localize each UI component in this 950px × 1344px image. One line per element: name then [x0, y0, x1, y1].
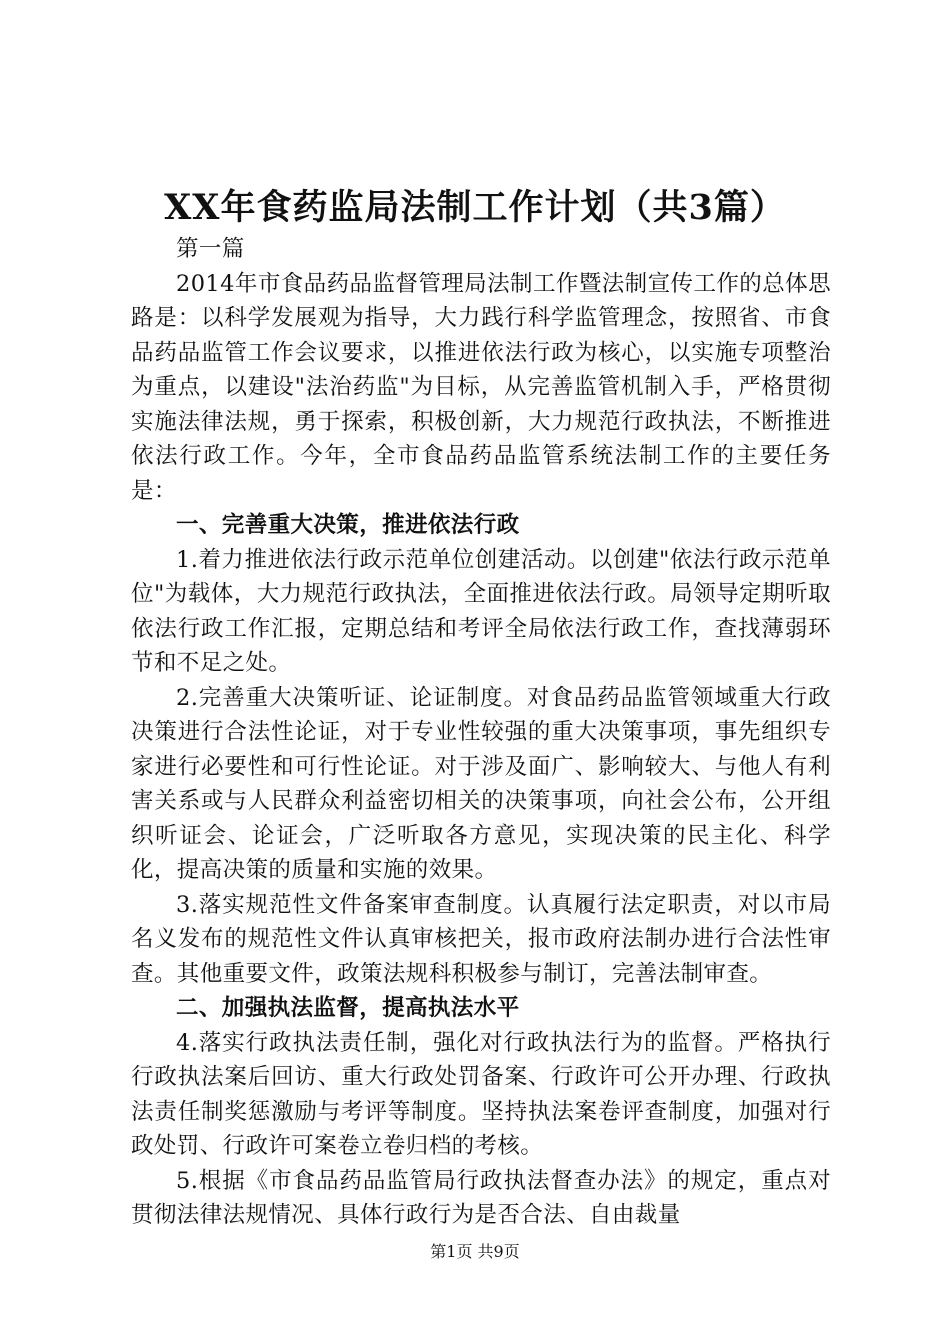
paragraph-item-5: 5.根据《市食品药品监管局行政执法督查办法》的规定，重点对贯彻法律法规情况、具体行政行为是否合法、自由裁量 — [131, 1167, 831, 1228]
section-label: 第一篇 — [176, 236, 245, 262]
paragraph-intro: 2014年市食品药品监督管理局法制工作暨法制宣传工作的总体思路是：以科学发展观为指导，大力践行科学监管理念，按照省、市食品药品监管工作会议要求，以推进依法行政为核心，以实施专项整治为重点，以建设"法治药监"为目标，从完善监管机制入手，严格贯彻实施法律法规，勇于探索，积极创新，大力规范行政执法，不断推进依法行政工作。今年，全市食品药品监管系统法制工作的主要任务是： — [131, 270, 831, 504]
document-body — [131, 232, 831, 1233]
page-footer: 第1页 共9页 — [430, 1242, 520, 1261]
section-heading-2: 二、加强执法监督，提高执法水平 — [176, 995, 520, 1021]
paragraph-item-1: 1.着力推进依法行政示范单位创建活动。以创建"依法行政示范单位"为载体，大力规范行政执法，全面推进依法行政。局领导定期听取依法行政工作汇报，定期总结和考评全局依法行政工作，查找薄弱环节和不足之处。 — [131, 546, 831, 676]
document-title: XX年食药监局法制工作计划（共3篇） — [164, 187, 786, 228]
paragraph-item-2: 2.完善重大决策听证、论证制度。对食品药品监管领域重大行政决策进行合法性论证，对于专业性较强的重大决策事项，事先组织专家进行必要性和可行性论证。对于涉及面广、影响较大、与他人有利害关系或与人民群众利益密切相关的决策事项，向社会公布，公开组织听证会、论证会，广泛听取各方意见，实现决策的民主化、科学化，提高决策的质量和实施的效果。 — [131, 684, 831, 883]
section-heading-1: 一、完善重大决策，推进依法行政 — [176, 512, 520, 538]
paragraph-item-3: 3.落实规范性文件备案审查制度。认真履行法定职责，对以市局名义发布的规范性文件认真审核把关，报市政府法制办进行合法性审查。其他重要文件，政策法规科积极参与制订，完善法制审查。 — [131, 891, 831, 987]
paragraph-item-4: 4.落实行政执法责任制，强化对行政执法行为的监督。严格执行行政执法案后回访、重大行政处罚备案、行政许可公开办理、行政执法责任制奖惩激励与考评等制度。坚持执法案卷评查制度，加强对行政处罚、行政许可案卷立卷归档的考核。 — [131, 1029, 831, 1159]
